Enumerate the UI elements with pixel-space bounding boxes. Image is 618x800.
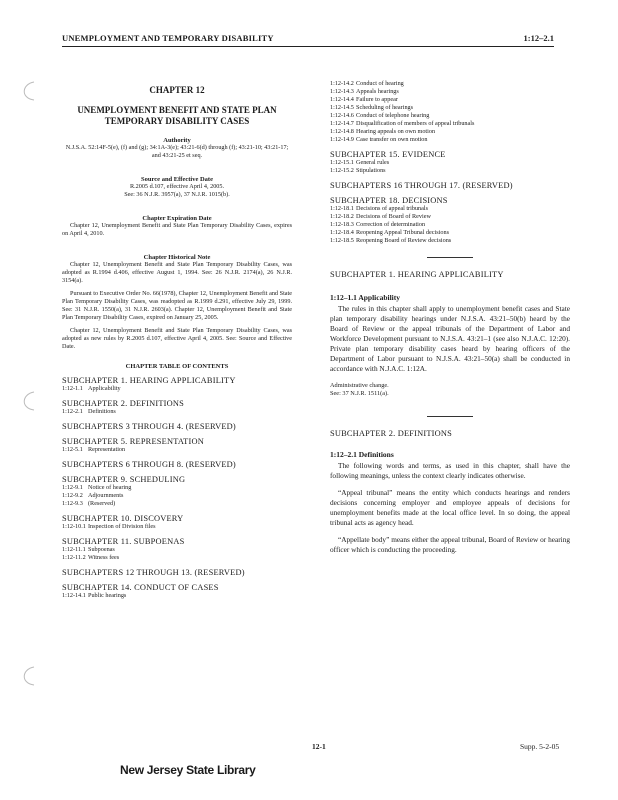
toc-subchapter: SUBCHAPTER 11. SUBPOENAS: [62, 537, 185, 546]
running-header: [62, 30, 554, 47]
toc-entry-title: Inspection of Division files: [88, 523, 156, 530]
toc-entry: [62, 546, 292, 554]
toc-entry-title: Hearing appeals on own motion: [356, 128, 436, 135]
toc-subchapter: SUBCHAPTER 5. REPRESENTATION: [62, 437, 204, 446]
definition-appeal-tribunal: “Appeal tribunal” means the entity which conducts hearings and renders decisions concerning employer and employee appeals of decisions for unemployment benefits made at the local office level. In so doing, the appeal tribunal acts as agency head.: [330, 488, 570, 527]
toc-entry-number: 1:12-18.2: [330, 213, 354, 220]
toc-entry-title: Disqualification of members of appeal tribunals: [356, 120, 475, 127]
toc-entry-number: 1:12-18.1: [330, 205, 354, 212]
toc-entry: [330, 96, 570, 104]
toc-entry-number: 1:12-10.1: [62, 523, 86, 530]
toc-entry: [330, 213, 570, 221]
table-of-contents: [62, 376, 292, 600]
toc-entry-title: Notice of hearing: [88, 484, 132, 491]
toc-subchapter: SUBCHAPTERS 16 THROUGH 17. (RESERVED): [330, 181, 513, 190]
toc-entry: [62, 592, 292, 600]
source-text: R.2005 d.107, effective April 4, 2005.: [129, 183, 225, 190]
toc-entry-title: Scheduling of hearings: [356, 104, 414, 111]
toc-entry: [330, 205, 570, 213]
left-column: [62, 50, 292, 600]
toc-entry: [330, 104, 570, 112]
expiration-text: Chapter 12, Unemployment Benefit and State Plan Temporary Disability Cases, expires on April 4, 2010.: [62, 222, 292, 237]
toc-entry-title: General rules: [356, 159, 390, 166]
toc-entry: [62, 500, 292, 508]
definitions-intro: The following words and terms, as used in this chapter, shall have the following meanings, unless the context clearly indicates otherwise.: [330, 461, 570, 480]
toc-entry-number: 1:12-9.3: [62, 500, 83, 507]
toc-entry-title: Adjournments: [88, 492, 124, 499]
subchapter-2-title: SUBCHAPTER 2. DEFINITIONS: [330, 429, 453, 438]
toc-entry-number: 1:12-1.1: [62, 385, 83, 392]
toc-entry-number: 1:12-15.2: [330, 167, 354, 174]
toc-entry: [62, 523, 292, 531]
toc-subchapter: SUBCHAPTER 2. DEFINITIONS: [62, 399, 185, 408]
toc-entry-title: Definitions: [88, 408, 116, 415]
toc-entry-title: Correction of determination: [356, 221, 426, 228]
toc-entry-number: 1:12-14.9: [330, 136, 354, 143]
toc-entry-title: Decisions of appeal tribunals: [356, 205, 428, 212]
binder-hole-mark: [18, 80, 36, 102]
toc-entry-title: Subpoenas: [88, 546, 115, 553]
definition-appellate-body: “Appellate body” means either the appeal tribunal, Board of Review or hearing officer which is conducting the proceeding.: [330, 535, 570, 554]
toc-entry-title: Appeals hearings: [356, 88, 399, 95]
supplement-date: Supp. 5-2-05: [520, 742, 560, 751]
toc-entry-title: Representation: [88, 446, 126, 453]
toc-entry-number: 1:12-9.1: [62, 484, 83, 491]
toc-entry: [62, 408, 292, 416]
right-column: [330, 50, 570, 555]
toc-subchapter: SUBCHAPTER 1. HEARING APPLICABILITY: [62, 376, 236, 385]
toc-entry: [62, 554, 292, 562]
chapter-title: CHAPTER 12: [149, 85, 205, 95]
source-heading: Source and Effective Date: [141, 176, 213, 183]
binder-hole-mark: [18, 390, 36, 412]
expiration-heading: Chapter Expiration Date: [142, 215, 212, 222]
toc-entry-title: Applicability: [88, 385, 121, 392]
binder-hole-mark: [18, 665, 36, 687]
toc-subchapter: SUBCHAPTER 9. SCHEDULING: [62, 475, 186, 484]
toc-entry: [62, 484, 292, 492]
toc-entry-number: 1:12-18.3: [330, 221, 354, 228]
section-definitions-title: 1:12–2.1 Definitions: [330, 450, 394, 459]
subchapter-1-title: SUBCHAPTER 1. HEARING APPLICABILITY: [330, 270, 504, 279]
toc-entry-number: 1:12-2.1: [62, 408, 83, 415]
source-text: See: 36 N.J.R. 3957(a), 37 N.J.R. 1015(b).: [124, 191, 230, 198]
authority-heading: Authority: [163, 137, 191, 144]
toc-entry-title: Failure to appear: [356, 96, 398, 103]
toc-continued-subchapters: [330, 150, 570, 245]
authority-text: N.J.S.A. 52:14F-5(e), (f) and (g); 34:1A-3(e); 43:21-6(d) through (f); 43:21-10; 43:21-17; and 43:21-25 et seq.: [65, 144, 289, 159]
header-title: UNEMPLOYMENT AND TEMPORARY DISABILITY: [62, 33, 274, 43]
toc-entry: [330, 112, 570, 120]
toc-entry: [330, 120, 570, 128]
toc-heading: CHAPTER TABLE OF CONTENTS: [125, 363, 229, 370]
toc-entry-title: Conduct of telephone hearing: [356, 112, 430, 119]
toc-entry: [330, 136, 570, 144]
toc-entry-title: Public hearings: [88, 592, 127, 599]
history-heading: Chapter Historical Note: [143, 254, 211, 261]
toc-entry-number: 1:12-5.1: [62, 446, 83, 453]
toc-entry-number: 1:12-15.1: [330, 159, 354, 166]
history-paragraph: Pursuant to Executive Order No. 66(1978), Chapter 12, Unemployment Benefit and State Plan Temporary Disability Cases, was readopted as R.1999 d.291, effective July 29, 1999. See: 31 N.J.R. 1550(a), 31 N.J.R. 2603(a). Chapter 12, Unemployment Benefit and State Plan Temporary Disability Cases, expired on January 25, 2005.: [62, 290, 292, 321]
library-stamp: New Jersey State Library: [120, 763, 256, 777]
toc-subchapter: SUBCHAPTERS 3 THROUGH 4. (RESERVED): [62, 422, 236, 431]
toc-entry-number: 1:12-14.2: [330, 80, 354, 87]
toc-entry-number: 1:12-18.5: [330, 237, 354, 244]
toc-entry-title: Conduct of hearing: [356, 80, 404, 87]
toc-entry-title: Decisions of Board of Review: [356, 213, 431, 220]
toc-entry: [330, 237, 570, 245]
history-paragraph: Chapter 12, Unemployment Benefit and State Plan Temporary Disability Cases, was adopted as new rules by R.2005 d.107, effective April 4, 2005. See: Source and Effective Date.: [62, 327, 292, 350]
toc-entry-number: 1:12-14.3: [330, 88, 354, 95]
toc-subchapter: SUBCHAPTER 18. DECISIONS: [330, 196, 448, 205]
toc-entry-number: 1:12-14.6: [330, 112, 354, 119]
toc-entry: [62, 492, 292, 500]
toc-entry: [62, 385, 292, 393]
history-paragraph: Chapter 12, Unemployment Benefit and State Plan Temporary Disability Cases, was adopted as R.1994 d.406, effective August 1, 1994. See: 26 N.J.R. 2174(a), 26 N.J.R. 3154(a).: [62, 261, 292, 284]
divider: [427, 416, 473, 417]
section-applicability-text: The rules in this chapter shall apply to unemployment benefit cases and State plan temporary disability hearings under N.J.S.A. 43:21–50(b) heard by the Board of Review or the appeal tribunals of the Department of Labor and Workforce Development pursuant to N.J.S.A. 43:21–1 (see also N.J.A.C. 12:20). Private plan temporary disability cases heard by hearing officers of the Department of Labor pursuant to N.J.S.A. 43:21–50(a) shall be conducted in accordance with N.J.A.C. 1:12A.: [330, 304, 570, 373]
toc-entry-number: 1:12-11.1: [62, 546, 86, 553]
toc-continued: [330, 80, 570, 144]
admin-change-cite: See: 37 N.J.R. 1511(a).: [330, 390, 389, 397]
toc-entry-number: 1:12-14.5: [330, 104, 354, 111]
toc-entry-title: Witness fees: [88, 554, 120, 561]
toc-entry-number: 1:12-18.4: [330, 229, 354, 236]
divider: [427, 257, 473, 258]
chapter-name: UNEMPLOYMENT BENEFIT AND STATE PLAN TEMPORARY DISABILITY CASES: [77, 105, 277, 126]
header-section: 1:12–2.1: [523, 33, 554, 43]
page-number: 12-1: [312, 742, 326, 751]
toc-entry: [330, 88, 570, 96]
toc-entry-title: Reopening Appeal Tribunal decisions: [356, 229, 449, 236]
toc-entry: [62, 446, 292, 454]
toc-entry: [330, 167, 570, 175]
toc-entry-number: 1:12-14.4: [330, 96, 354, 103]
toc-subchapter: SUBCHAPTER 14. CONDUCT OF CASES: [62, 583, 219, 592]
toc-subchapter: SUBCHAPTER 10. DISCOVERY: [62, 514, 184, 523]
toc-entry-number: 1:12-14.8: [330, 128, 354, 135]
toc-entry: [330, 159, 570, 167]
toc-entry: [330, 80, 570, 88]
toc-entry-title: Case transfer on own motion: [356, 136, 428, 143]
toc-subchapter: SUBCHAPTERS 12 THROUGH 13. (RESERVED): [62, 568, 245, 577]
toc-subchapter: SUBCHAPTERS 6 THROUGH 8. (RESERVED): [62, 460, 236, 469]
toc-entry: [330, 221, 570, 229]
toc-entry: [330, 229, 570, 237]
toc-entry-title: Stipulations: [356, 167, 386, 174]
admin-change-note: Administrative change.: [330, 382, 389, 389]
toc-subchapter: SUBCHAPTER 15. EVIDENCE: [330, 150, 446, 159]
toc-entry-title: (Reserved): [88, 500, 116, 507]
toc-entry: [330, 128, 570, 136]
toc-entry-title: Reopening Board of Review decisions: [356, 237, 452, 244]
toc-entry-number: 1:12-9.2: [62, 492, 83, 499]
toc-entry-number: 1:12-11.2: [62, 554, 86, 561]
section-applicability-title: 1:12–1.1 Applicability: [330, 293, 401, 302]
toc-entry-number: 1:12-14.1: [62, 592, 86, 599]
toc-entry-number: 1:12-14.7: [330, 120, 354, 127]
